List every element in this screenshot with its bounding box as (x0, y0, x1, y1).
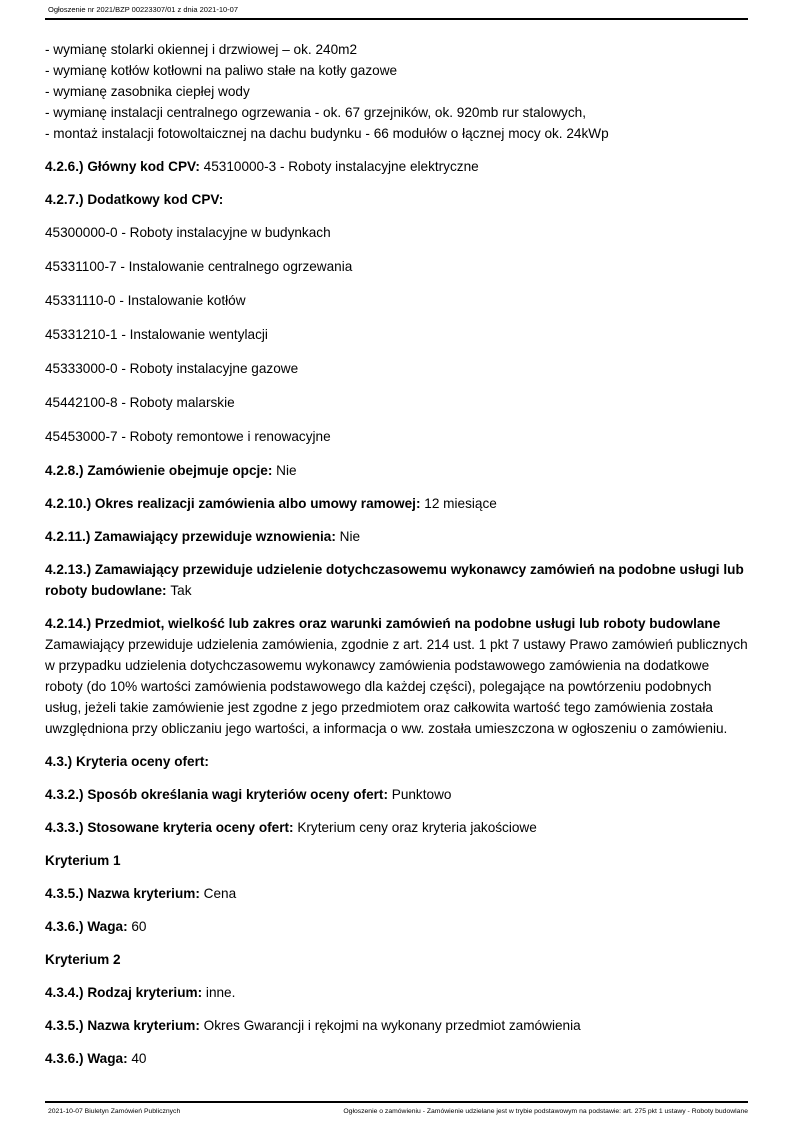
field-similar-contracts-value: Tak (170, 583, 192, 598)
field-criterion-2-type-label: 4.3.4.) Rodzaj kryterium: (45, 985, 206, 1000)
cpv-code-item: 45331100-7 - Instalowanie centralnego ogrzewania (45, 259, 353, 274)
cpv-code-item: 45300000-0 - Roboty instalacyjne w budynkach (45, 225, 331, 240)
field-duration-value: 12 miesiące (424, 496, 497, 511)
field-criterion-2-type (45, 982, 748, 1003)
field-criterion-2-name-label: 4.3.5.) Nazwa kryterium: (45, 1018, 204, 1033)
field-criterion-2-name (45, 1015, 748, 1036)
scope-list-item: - wymianę kotłów kotłowni na paliwo stałe na kotły gazowe (45, 63, 398, 78)
field-renewals-value: Nie (339, 529, 361, 544)
header-notice-number: Ogłoszenie nr 2021/BZP 00223307/01 z dnia 2021-10-07 (48, 5, 239, 14)
cpv-code-item: 45442100-8 - Roboty malarskie (45, 395, 235, 410)
field-main-cpv (45, 156, 748, 177)
footer-notice-type: Ogłoszenie o zamówieniu - Zamówienie udzielane jest w trybie podstawowym na podstawie: art. 275 pkt 1 ustawy - Roboty budowlane (343, 1108, 748, 1115)
field-criterion-1-weight-label: 4.3.6.) Waga: (45, 919, 132, 934)
criteria-section-heading (45, 751, 748, 772)
document-header (45, 0, 748, 20)
field-weighting-method (45, 784, 748, 805)
document-body (45, 39, 748, 1069)
scope-list (45, 39, 748, 144)
scope-list-item: - wymianę zasobnika ciepłej wody (45, 84, 250, 99)
criterion-2-heading: Kryterium 2 (45, 952, 121, 967)
field-options (45, 460, 748, 481)
cpv-code-item: 45333000-0 - Roboty instalacyjne gazowe (45, 361, 299, 376)
field-criterion-1-name (45, 883, 748, 904)
field-criterion-2-name-value: Okres Gwarancji i rękojmi na wykonany przedmiot zamówienia (203, 1018, 581, 1033)
field-weighting-method-value: Punktowo (391, 787, 452, 802)
field-renewals (45, 526, 748, 547)
scope-list-item: - montaż instalacji fotowoltaicznej na dachu budynku - 66 modułów o łącznej mocy ok. 24kWp (45, 126, 609, 141)
field-options-label: 4.2.8.) Zamówienie obejmuje opcje: (45, 463, 277, 478)
field-criterion-1-weight (45, 916, 748, 937)
field-criteria-used-label: 4.3.3.) Stosowane kryteria oceny ofert: (45, 820, 298, 835)
cpv-code-item: 45453000-7 - Roboty remontowe i renowacyjne (45, 429, 331, 444)
criterion-1-heading: Kryterium 1 (45, 853, 121, 868)
field-criterion-2-type-value: inne. (205, 985, 236, 1000)
field-criterion-2-weight-label: 4.3.6.) Waga: (45, 1051, 132, 1066)
field-similar-contracts-scope-label: 4.2.14.) Przedmiot, wielkość lub zakres oraz warunki zamówień na podobne usługi lub roboty budowlane (45, 616, 721, 631)
cpv-code-item: 45331110-0 - Instalowanie kotłów (45, 293, 246, 308)
field-duration (45, 493, 748, 514)
field-weighting-method-label: 4.3.2.) Sposób określania wagi kryteriów oceny ofert: (45, 787, 392, 802)
field-criterion-2-weight (45, 1048, 748, 1069)
field-main-cpv-label: 4.2.6.) Główny kod CPV: (45, 159, 204, 174)
criteria-section-heading-label: 4.3.) Kryteria oceny ofert: (45, 754, 209, 769)
field-additional-cpv-heading (45, 189, 748, 210)
field-similar-contracts-scope-value: Zamawiający przewiduje udzielenia zamówienia, zgodnie z art. 214 ust. 1 pkt 7 ustawy Prawo zamówień publicznych w przypadku udzielenia dotychczasowemu wykonawcy zamówienia podstawowego zamówienia na dodatkowe roboty (do 10% wartości zamówienia podstawowego dla każdej części), polegające na powtórzeniu podobnych usług, jeżeli takie zamówienie jest zgodne z jego przedmiotem oraz całkowita wartość tego zamówienia została uwzględniona przy obliczaniu jego wartości, a informacja o ww. została umieszczona w ogłoszeniu o zamówieniu. (45, 637, 748, 736)
document-footer (45, 1101, 748, 1116)
field-options-value: Nie (276, 463, 297, 478)
field-criterion-2-weight-value: 40 (131, 1051, 147, 1066)
scope-list-item: - wymianę stolarki okiennej i drzwiowej – ok. 240m2 (45, 42, 358, 57)
field-duration-label: 4.2.10.) Okres realizacji zamówienia albo umowy ramowej: (45, 496, 425, 511)
field-similar-contracts-scope (45, 613, 748, 739)
field-similar-contracts-label: 4.2.13.) Zamawiający przewiduje udzielenie dotychczasowemu wykonawcy zamówień na podobne usługi lub roboty budowlane: (45, 562, 744, 598)
field-similar-contracts (45, 559, 748, 601)
field-criterion-1-weight-value: 60 (131, 919, 147, 934)
footer-bulletin-info: 2021-10-07 Biuletyn Zamówień Publicznych (48, 1108, 181, 1115)
field-criterion-1-name-label: 4.3.5.) Nazwa kryterium: (45, 886, 204, 901)
field-criteria-used-value: Kryterium ceny oraz kryteria jakościowe (297, 820, 537, 835)
field-main-cpv-value: 45310000-3 - Roboty instalacyjne elektryczne (203, 159, 479, 174)
field-criterion-1-name-value: Cena (203, 886, 237, 901)
scope-list-item: - wymianę instalacji centralnego ogrzewania - ok. 67 grzejników, ok. 920mb rur stalowych, (45, 105, 586, 120)
field-criteria-used (45, 817, 748, 838)
cpv-code-item: 45331210-1 - Instalowanie wentylacji (45, 327, 268, 342)
field-renewals-label: 4.2.11.) Zamawiający przewiduje wznowienia: (45, 529, 340, 544)
field-additional-cpv-heading-label: 4.2.7.) Dodatkowy kod CPV: (45, 192, 224, 207)
